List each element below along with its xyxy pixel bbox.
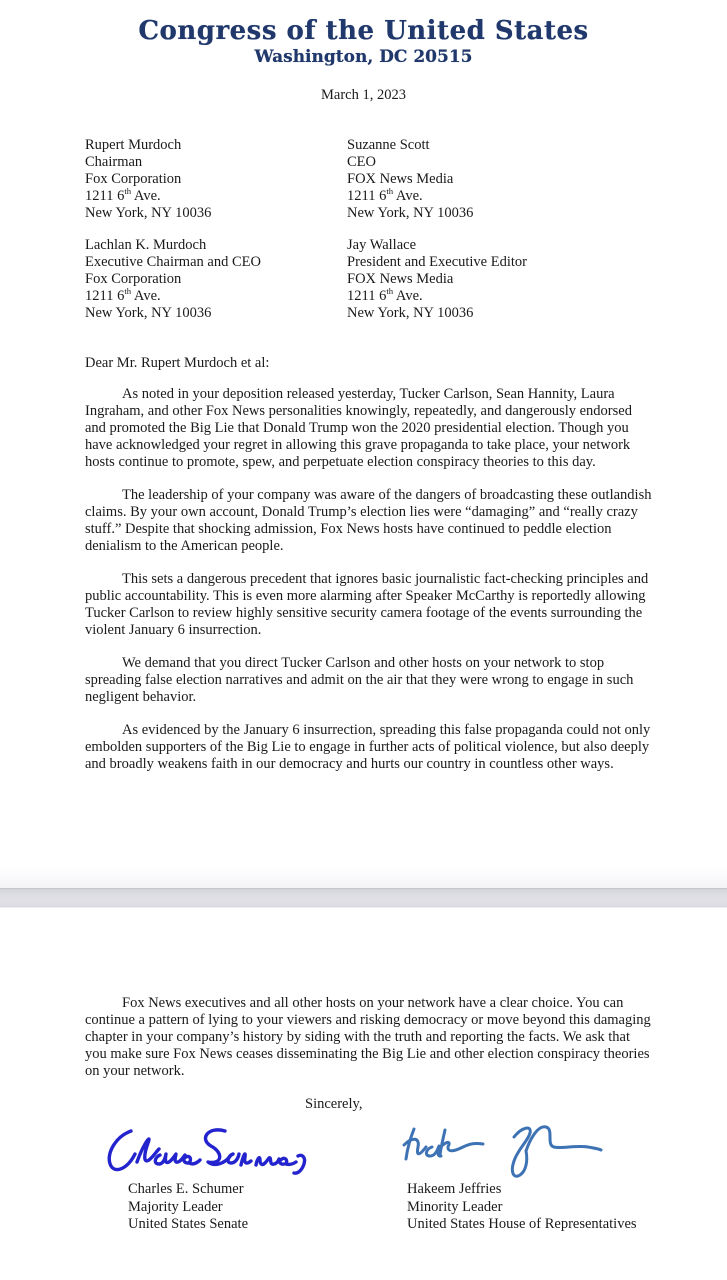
recipient-block-jay-wallace — [347, 237, 527, 322]
schumer-signature — [103, 1121, 313, 1183]
street-number: 1211 6 — [85, 188, 125, 204]
recipient-name: Suzanne Scott — [347, 137, 430, 153]
recipient-street — [347, 188, 473, 205]
letterhead-title: Congress of the United States — [138, 16, 589, 46]
recipient-street — [85, 288, 261, 305]
letterhead — [0, 16, 727, 67]
street-suffix: Ave. — [393, 288, 423, 304]
recipient-street — [347, 288, 527, 305]
schumer-signature-strokes — [109, 1130, 304, 1173]
letter-paragraph-6: Fox News executives and all other hosts on your network have a clear choice. You can continue a pattern of lying to your viewers and risking democracy or move beyond this damaging chapter in your company’s history by siding with the truth and reporting the facts. We ask that you make sure Fox News ceases disseminating the Big Lie and other election conspiracy theories on your network. — [85, 995, 651, 1079]
recipient-title: Executive Chairman and CEO — [85, 254, 261, 270]
jeffries-signature-strokes — [404, 1127, 601, 1176]
letter-paragraph-3: This sets a dangerous precedent that ignores basic journalistic fact-checking principles and public accountability. This is even more alarming after Speaker McCarthy is reportedly allowing Tucker Carlson to review highly sensitive security camera footage of the events surrounding the violent January 6 insurrection. — [85, 571, 649, 638]
letter-paragraph-5: As evidenced by the January 6 insurrection, spreading this false propaganda could not only embolden supporters of the Big Lie to engage in further acts of political violence, but also deeply and broadly weakens faith in our democracy and hurts our country in countless other ways. — [85, 722, 651, 772]
letter-date: March 1, 2023 — [321, 87, 406, 103]
street-ordinal: th — [124, 186, 132, 197]
recipient-name: Jay Wallace — [347, 237, 417, 253]
recipient-block-suzanne-scott — [347, 137, 473, 222]
signer-name: Charles E. Schumer — [128, 1181, 244, 1197]
street-ordinal: th — [386, 186, 394, 197]
recipient-block-lachlan-murdoch — [85, 237, 261, 322]
recipient-title: Chairman — [85, 154, 143, 170]
recipient-city: New York, NY 10036 — [347, 305, 474, 321]
street-ordinal: th — [386, 286, 394, 297]
recipient-title: CEO — [347, 154, 376, 170]
jeffries-signature — [396, 1117, 606, 1181]
recipient-name: Lachlan K. Murdoch — [85, 237, 207, 253]
recipient-org: FOX News Media — [347, 171, 454, 187]
recipient-org: Fox Corporation — [85, 271, 182, 287]
recipient-city: New York, NY 10036 — [347, 205, 474, 221]
recipient-name: Rupert Murdoch — [85, 137, 182, 153]
recipient-city: New York, NY 10036 — [85, 305, 212, 321]
signer-org: United States House of Representatives — [407, 1216, 637, 1232]
recipient-org: FOX News Media — [347, 271, 454, 287]
recipient-org: Fox Corporation — [85, 171, 182, 187]
letter-paragraph-1: As noted in your deposition released yesterday, Tucker Carlson, Sean Hannity, Laura Ingraham, and other Fox News personalities knowingly, repeatedly, and dangerously endorsed and promoted the Big Lie that Donald Trump won the 2020 presidential election. Though you have acknowledged your regret in allowing this grave propaganda to take place, your network hosts continue to promote, spew, and perpetuate election conspiracy theories to this day. — [85, 386, 632, 470]
street-number: 1211 6 — [347, 288, 387, 304]
signer-name: Hakeem Jeffries — [407, 1181, 502, 1197]
signer-block-schumer — [128, 1181, 248, 1234]
street-ordinal: th — [124, 286, 132, 297]
letter-body-page-1 — [85, 386, 652, 789]
recipient-city: New York, NY 10036 — [85, 205, 212, 221]
street-suffix: Ave. — [131, 288, 161, 304]
recipient-block-rupert-murdoch — [85, 137, 211, 222]
street-number: 1211 6 — [347, 188, 387, 204]
page-divider — [0, 888, 727, 908]
page-bottom-shade — [0, 866, 727, 888]
signer-org: United States Senate — [128, 1216, 249, 1232]
recipient-title: President and Executive Editor — [347, 254, 527, 270]
letter-body-page-2 — [85, 995, 652, 1096]
signer-block-jeffries — [407, 1181, 637, 1234]
closing-sincerely: Sincerely, — [305, 1096, 363, 1112]
recipient-street — [85, 188, 211, 205]
street-number: 1211 6 — [85, 288, 125, 304]
letter-paragraph-4: We demand that you direct Tucker Carlson and other hosts on your network to stop spreading false election narratives and admit on the air that they were wrong to engage in such negligent behavior. — [85, 655, 634, 705]
street-suffix: Ave. — [131, 188, 161, 204]
letter-paragraph-2: The leadership of your company was aware of the dangers of broadcasting these outlandish claims. By your own account, Donald Trump’s election lies were “damaging” and “really crazy stuff.” Despite that shocking admission, Fox News hosts have continued to peddle election denialism to the American people. — [85, 487, 652, 554]
signer-title: Majority Leader — [128, 1198, 223, 1215]
letterhead-subtitle: Washington, DC 20515 — [254, 47, 473, 67]
signer-title: Minority Leader — [407, 1198, 503, 1215]
street-suffix: Ave. — [393, 188, 423, 204]
salutation: Dear Mr. Rupert Murdoch et al: — [85, 355, 270, 371]
